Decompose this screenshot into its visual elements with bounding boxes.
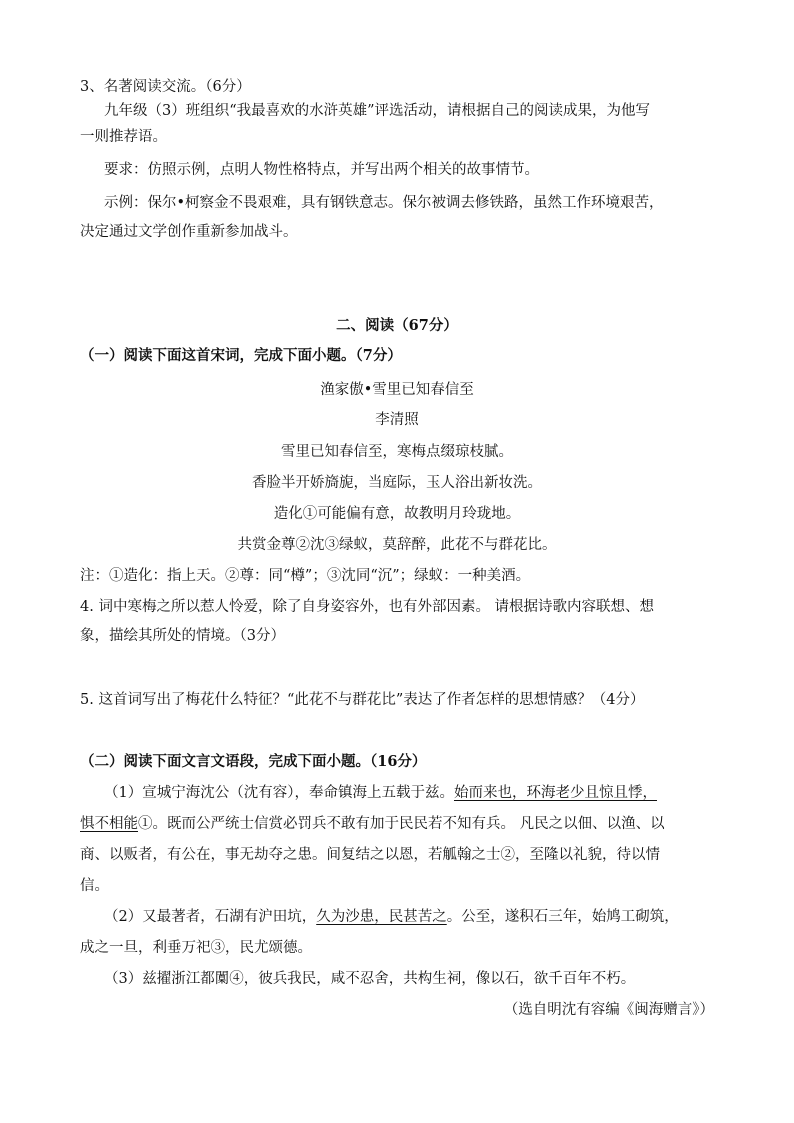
passage-p3: （3）兹擢浙江都闑④，彼兵我民，咸不忍舍，共构生祠，像以石，欲千百年不朽。 [104,971,636,987]
passage-p2-text-b: 。公至，遂积石三年，始鸠工砌筑， [446,909,679,925]
passage-underlined-phrase-2: 惧不相能 [80,816,138,832]
q3-prompt-line-2: 一则推荐语。 [80,129,167,145]
q4-line-1: 4. 词中寒梅之所以惹人怜爱，除了自身姿容外，也有外部因素。 请根据诗歌内容联想、想 [80,599,655,615]
q5: 5. 这首词写出了梅花什么特征？“此花不与群花比”表达了作者怎样的思想情感？（4分） [80,692,645,708]
poem-line-1: 雪里已知春信至，寒梅点缀琼枝腻。 [281,444,513,460]
passage-p1-line-1 [104,783,657,803]
q3-title: 3、名著阅读交流。（6分） [80,79,251,95]
section-heading-reading: 二、阅读（67分） [336,317,458,334]
passage-underlined-phrase-1: 始而来也，环海老少且惊且悸， [453,785,657,801]
passage-p2-line-2: 成之一旦，利垂万祀③，民尤颂德。 [80,940,312,956]
passage-p1-line-3: 商、以贩者，有公在，事无劫夺之患。间复结之以恩，若觚翰之士②，至隆以礼貌，待以情 [80,847,660,863]
poem-line-3: 造化①可能偏有意，故教明月玲珑地。 [273,506,521,522]
passage-p2-line-1 [104,907,679,927]
poem-title: 渔家傲•雪里已知春信至 [320,382,474,398]
q3-prompt-line-1: 九年级（3）班组织“我最喜欢的水浒英雄”评选活动，请根据自己的阅读成果，为他写 [104,103,651,119]
passage-p2-text-a: （2）又最著者，石湖有沪田坑， [104,909,317,925]
poem-author: 李清照 [375,412,419,428]
poem-line-2: 香脸半开娇旖旎，当庭际，玉人浴出新妆洗。 [252,475,542,491]
q3-requirement: 要求：仿照示例，点明人物性格特点，并写出两个相关的故事情节。 [104,162,539,178]
poem-notes: 注：①造化：指上天。②尊：同“樽”；③沈同“沉”；绿蚁：一种美酒。 [80,568,531,584]
part1-heading-text: （一）阅读下面这首宋词，完成下面小题。（7分） [80,347,402,364]
part1-heading [80,346,402,366]
passage-p1-line-2 [80,814,665,834]
passage-source: （选自明沈有容编《闽海赠言》） [503,1002,714,1018]
part2-heading: （二）阅读下面文言文语段，完成下面小题。（16分） [80,753,427,770]
q3-example-line-2: 决定通过文学创作重新参加战斗。 [80,224,298,240]
passage-p1-text: （1）宣城宁海沈公（沈有容），奉命镇海上五载于兹。 [104,785,454,801]
passage-underlined-phrase-3: 久为沙患，民甚苦之 [316,909,447,925]
passage-p1-text-b: ①。既而公严统士信赏必罚兵不敢有加于民民若不知有兵。 凡民之以佃、以渔、以 [138,816,665,832]
q4-line-2: 象，描绘其所处的情境。（3分） [80,628,285,644]
poem-line-4: 共赏金尊②沈③绿蚁，莫辞醉，此花不与群花比。 [237,537,557,553]
passage-p1-line-4: 信。 [80,878,109,894]
q3-example-line-1: 示例：保尔•柯察金不畏艰难，具有钢铁意志。保尔被调去修铁路，虽然工作环境艰苦， [104,195,664,211]
